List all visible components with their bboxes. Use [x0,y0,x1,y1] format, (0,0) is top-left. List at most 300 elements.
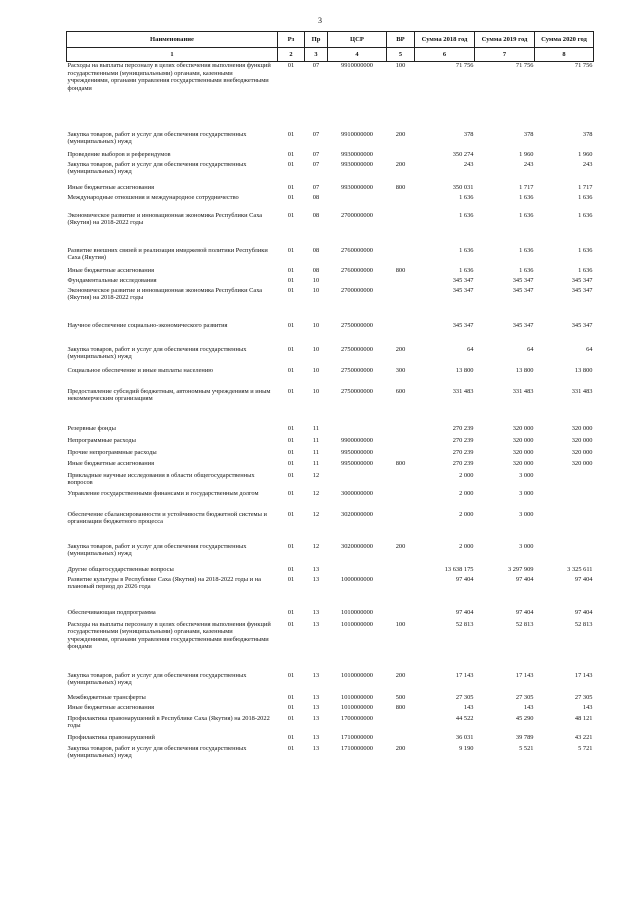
row-sum-2018: 350 274 [452,150,474,158]
row-sum-2018: 1 636 [459,246,474,254]
row-pr: 11 [312,459,320,467]
row-sum-2020: 320 000 [571,424,593,432]
row-rz: 01 [287,471,295,479]
table-row [67,425,594,437]
row-sum-2018: 2 000 [459,542,474,550]
table-row [67,460,594,472]
row-vr [387,425,415,437]
row-name: Расходы на выплаты персоналу в целях обеспечения выполнения функций государственными (муниципальными) органами, казенными учреждениями, органами управления государственными внебюджетными фондами [67,620,271,651]
table-row [67,212,594,247]
row-csr: 1700000000 [341,714,373,722]
table-row [67,184,594,194]
row-pr: 08 [312,266,320,274]
row-sum-2018: 97 404 [455,575,474,583]
row-sum-2018: 71 756 [455,62,474,69]
row-name: Развитие культуры в Республике Саха (Якутия) на 2018-2022 годы и на плановый период до 2026 года [67,575,261,591]
row-name: Иные бюджетные ассигнования [67,183,155,191]
row-vr [387,734,415,745]
row-pr: 13 [312,608,320,616]
row-rz: 01 [287,62,295,69]
row-vr: 800 [395,183,406,191]
row-sum-2018: 243 [463,160,474,168]
table-row [67,287,594,322]
row-rz: 01 [287,130,295,138]
row-sum-2020: 1 636 [578,211,593,219]
row-name: Международные отношения и международное сотрудничество [67,193,239,201]
row-pr: 10 [312,321,320,329]
row-sum-2018: 2 000 [459,510,474,518]
row-vr: 200 [395,160,406,168]
row-vr [387,277,415,287]
row-sum-2018: 27 305 [455,693,474,701]
row-sum-2018: 64 [467,345,474,353]
row-csr: 1710000000 [341,744,373,752]
row-vr [387,437,415,449]
row-sum-2020: 5 721 [578,744,593,752]
row-pr: 11 [312,436,320,444]
row-pr: 13 [312,693,320,701]
table-row [67,346,594,367]
row-sum-2019: 1 717 [519,183,534,191]
row-name: Фундаментальные исследования [67,276,157,284]
header-pr: Пр [305,32,328,48]
row-sum-2020: 52 813 [574,620,593,628]
row-sum-2020: 1 636 [578,246,593,254]
row-sum-2019: 320 000 [512,448,534,456]
table-row [67,449,594,460]
row-csr: 9930000000 [341,150,373,158]
row-pr: 12 [312,471,320,479]
row-name: Иные бюджетные ассигнования [67,459,155,467]
row-rz: 01 [287,246,295,254]
row-csr: 2760000000 [341,246,373,254]
header-sum-2020: Сумма 2020 год [535,32,594,48]
table-row [67,247,594,267]
row-rz: 01 [287,671,295,679]
row-sum-2020: 1 636 [578,193,593,201]
row-rz: 01 [287,266,295,274]
row-sum-2020: 320 000 [571,448,593,456]
row-name: Закупка товаров, работ и услуг для обеспечения государственных (муниципальных) нужд [67,671,247,687]
row-csr: 1010000000 [341,693,373,701]
row-pr: 08 [312,211,320,219]
row-sum-2018: 143 [463,703,474,711]
header-vr: ВР [387,32,415,48]
table-row [67,734,594,745]
row-rz: 01 [287,489,295,497]
row-rz: 01 [287,565,295,573]
table-row [67,490,594,511]
row-sum-2020: 345 347 [571,276,593,284]
row-vr [387,151,415,161]
row-vr: 800 [395,459,406,467]
page-number: 3 [318,16,322,25]
row-csr: 9950000000 [341,448,373,456]
column-number: 3 [305,48,328,62]
row-name: Закупка товаров, работ и услуг для обеспечения государственных (муниципальных) нужд [67,160,247,176]
row-pr: 12 [312,542,320,550]
row-name: Социальное обеспечение и иные выплаты населению [67,366,214,374]
row-sum-2018: 13 638 175 [444,565,474,573]
row-sum-2019: 71 756 [515,62,534,69]
row-rz: 01 [287,733,295,741]
row-sum-2019: 3 297 909 [507,565,534,573]
row-rz: 01 [287,286,295,294]
row-sum-2019: 45 290 [515,714,534,722]
row-sum-2018: 270 239 [452,448,474,456]
row-pr: 13 [312,575,320,583]
row-vr: 200 [395,130,406,138]
row-csr: 2750000000 [341,366,373,374]
row-sum-2020: 1 960 [578,150,593,158]
row-sum-2018: 52 813 [455,620,474,628]
table-row [67,511,594,543]
row-vr [387,472,415,490]
row-csr [328,277,387,287]
row-vr [387,322,415,346]
row-sum-2019: 345 347 [512,276,534,284]
row-sum-2019: 3 000 [519,489,534,497]
row-vr [387,511,415,543]
row-sum-2019: 5 521 [519,744,534,752]
row-csr: 1010000000 [341,671,373,679]
row-vr [387,576,415,609]
row-rz: 01 [287,693,295,701]
row-vr: 100 [395,620,406,628]
row-csr [328,194,387,212]
row-rz: 01 [287,160,295,168]
row-pr: 13 [312,733,320,741]
row-sum-2019: 243 [523,160,534,168]
row-name: Проведение выборов и референдумов [67,150,171,158]
row-sum-2018: 13 800 [455,366,474,374]
row-rz: 01 [287,714,295,722]
row-pr: 10 [312,276,320,284]
row-sum-2019: 1 960 [519,150,534,158]
row-sum-2020: 48 121 [574,714,593,722]
row-pr: 13 [312,744,320,752]
row-sum-2018: 2 000 [459,489,474,497]
row-csr [328,566,387,576]
table-row [67,704,594,715]
row-vr: 300 [395,366,406,374]
row-sum-2019: 320 000 [512,424,534,432]
table-row [67,388,594,425]
row-pr: 07 [312,160,320,168]
row-csr: 2750000000 [341,387,373,395]
row-sum-2018: 1 636 [459,193,474,201]
row-pr: 08 [312,246,320,254]
table-row [67,194,594,212]
table-row [67,715,594,734]
row-sum-2018: 270 239 [452,459,474,467]
table-row [67,267,594,277]
row-name: Другие общегосударственные вопросы [67,565,174,573]
row-csr: 9930000000 [341,160,373,168]
row-sum-2018: 1 636 [459,266,474,274]
column-number: 1 [67,48,278,62]
row-csr: 9910000000 [341,62,373,69]
row-rz: 01 [287,436,295,444]
row-csr: 2750000000 [341,321,373,329]
row-rz: 01 [287,459,295,467]
row-vr: 800 [395,703,406,711]
row-name: Профилактика правонарушений [67,733,155,741]
row-pr: 07 [312,150,320,158]
row-pr: 13 [312,703,320,711]
row-pr: 13 [312,714,320,722]
row-pr: 12 [312,489,320,497]
row-sum-2020: 1 636 [578,266,593,274]
row-pr: 07 [312,183,320,191]
row-sum-2018: 270 239 [452,424,474,432]
row-vr [387,449,415,460]
row-sum-2020: 320 000 [571,436,593,444]
row-pr: 10 [312,366,320,374]
row-sum-2019: 320 000 [512,436,534,444]
row-rz: 01 [287,366,295,374]
row-rz: 01 [287,744,295,752]
row-sum-2019: 1 636 [519,193,534,201]
column-number: 5 [387,48,415,62]
table-row [67,543,594,566]
row-sum-2019: 39 789 [515,733,534,741]
budget-table [66,31,594,764]
row-sum-2018: 270 239 [452,436,474,444]
row-sum-2019: 1 636 [519,246,534,254]
row-csr: 3020000000 [341,542,373,550]
row-sum-2020: 71 756 [574,62,593,69]
row-name: Экономическое развитие и инновационная экономика Республики Саха (Якутия) на 2018-2022 годы [67,211,263,227]
row-csr [328,472,387,490]
row-sum-2018: 378 [463,130,474,138]
row-pr: 11 [312,424,320,432]
row-name: Обеспечивающая подпрограмма [67,608,156,616]
table-row [67,161,594,184]
row-pr: 13 [312,671,320,679]
row-rz: 01 [287,510,295,518]
row-sum-2019: 64 [527,345,534,353]
row-sum-2019: 345 347 [512,286,534,294]
row-rz: 01 [287,575,295,583]
row-sum-2019: 52 813 [515,620,534,628]
row-sum-2019: 3 000 [519,471,534,479]
row-rz: 01 [287,608,295,616]
row-pr: 13 [312,620,320,628]
row-pr: 07 [312,62,320,69]
row-pr: 13 [312,565,320,573]
row-sum-2020: 345 347 [571,321,593,329]
row-sum-2019: 3 000 [519,510,534,518]
row-sum-2020: 378 [582,130,593,138]
row-sum-2019: 345 347 [512,321,534,329]
row-sum-2019: 13 800 [515,366,534,374]
row-csr: 1000000000 [341,575,373,583]
row-vr [387,490,415,511]
row-csr: 2700000000 [341,211,373,219]
column-number-row [67,48,594,62]
row-sum-2020 [535,511,594,543]
table-row [67,322,594,346]
row-sum-2019: 3 000 [519,542,534,550]
row-sum-2020: 97 404 [574,608,593,616]
row-pr: 12 [312,510,320,518]
row-sum-2018: 331 483 [452,387,474,395]
row-sum-2020 [535,472,594,490]
row-vr [387,194,415,212]
row-csr: 3000000000 [341,489,373,497]
row-sum-2019: 143 [523,703,534,711]
row-pr: 10 [312,387,320,395]
row-rz: 01 [287,183,295,191]
row-name: Закупка товаров, работ и услуг для обеспечения государственных (муниципальных) нужд [67,345,247,361]
row-name: Закупка товаров, работ и услуг для обеспечения государственных (муниципальных) нужд [67,130,247,146]
row-sum-2020: 143 [582,703,593,711]
row-vr [387,212,415,247]
row-name: Межбюджетные трансферты [67,693,146,701]
row-csr: 1010000000 [341,703,373,711]
row-name: Управление государственными финансами и государственным долгом [67,489,259,497]
row-vr: 200 [395,542,406,550]
row-csr: 2760000000 [341,266,373,274]
table-row [67,566,594,576]
row-csr: 9930000000 [341,183,373,191]
row-name: Непрограммные расходы [67,436,136,444]
row-rz: 01 [287,620,295,628]
table-row [67,672,594,694]
row-sum-2018: 2 000 [459,471,474,479]
row-vr: 200 [395,744,406,752]
row-sum-2019: 331 483 [512,387,534,395]
column-number: 2 [278,48,305,62]
row-pr: 10 [312,345,320,353]
table-row [67,62,594,131]
row-name: Расходы на выплаты персоналу в целях обеспечения выполнения функций государственными (муниципальными) органами, казенными учреждениями, органами управления государственными внебюджетными фондами [67,62,271,92]
row-pr: 10 [312,286,320,294]
header-sum-2018: Сумма 2018 год [415,32,475,48]
row-rz: 01 [287,211,295,219]
row-name: Научное обеспечение социально-экономического развития [67,321,228,329]
row-rz: 01 [287,424,295,432]
row-csr: 1710000000 [341,733,373,741]
row-rz: 01 [287,276,295,284]
table-row [67,745,594,764]
row-sum-2019: 27 305 [515,693,534,701]
row-name: Закупка товаров, работ и услуг для обеспечения государственных (муниципальных) нужд [67,744,247,760]
header-row [67,32,594,48]
row-sum-2018: 1 636 [459,211,474,219]
column-number: 4 [328,48,387,62]
table-row [67,151,594,161]
row-sum-2019: 17 143 [515,671,534,679]
row-rz: 01 [287,542,295,550]
row-rz: 01 [287,448,295,456]
row-sum-2018: 345 347 [452,286,474,294]
row-name: Иные бюджетные ассигнования [67,266,155,274]
table-row [67,367,594,388]
row-sum-2019: 320 000 [512,459,534,467]
row-csr: 3020000000 [341,510,373,518]
table-row [67,277,594,287]
row-vr: 800 [395,266,406,274]
row-vr [387,247,415,267]
row-csr: 1010000000 [341,620,373,628]
table-row [67,694,594,704]
row-sum-2019: 1 636 [519,211,534,219]
row-csr: 1010000000 [341,608,373,616]
row-sum-2019: 97 404 [515,575,534,583]
row-name: Прочие непрограммные расходы [67,448,157,456]
row-rz: 01 [287,150,295,158]
row-sum-2020: 331 483 [571,387,593,395]
row-name: Закупка товаров, работ и услуг для обеспечения государственных (муниципальных) нужд [67,542,247,558]
table-row [67,131,594,151]
table-row [67,437,594,449]
row-csr: 2750000000 [341,345,373,353]
row-sum-2020: 64 [586,345,593,353]
row-sum-2018: 97 404 [455,608,474,616]
table-body [67,62,594,764]
row-sum-2018: 345 347 [452,321,474,329]
row-name: Развитие внешних связей и реализация имиджевой политики Республики Саха (Якутия) [67,246,268,262]
table-row [67,609,594,621]
row-sum-2019: 97 404 [515,608,534,616]
row-sum-2020: 13 800 [574,366,593,374]
row-name: Профилактика правонарушений в Республике Саха (Якутия) на 2018-2022 годы [67,714,270,730]
row-name: Экономическое развитие и инновационная экономика Республики Саха (Якутия) на 2018-2022 годы [67,286,263,302]
row-vr [387,566,415,576]
row-sum-2020: 27 305 [574,693,593,701]
row-csr: 9900000000 [341,436,373,444]
row-sum-2018: 17 143 [455,671,474,679]
row-vr [387,287,415,322]
column-number: 8 [535,48,594,62]
row-sum-2020 [535,490,594,511]
row-name: Предоставление субсидий бюджетным, автономным учреждениям и иным некоммерческим организациям [67,387,271,403]
row-sum-2019: 378 [523,130,534,138]
row-sum-2018: 44 522 [455,714,474,722]
row-csr: 2700000000 [341,286,373,294]
row-sum-2020: 97 404 [574,575,593,583]
row-sum-2018: 9 190 [459,744,474,752]
row-pr: 11 [312,448,320,456]
row-rz: 01 [287,703,295,711]
row-sum-2018: 345 347 [452,276,474,284]
table-row [67,472,594,490]
row-csr [328,425,387,437]
row-pr: 07 [312,130,320,138]
row-name: Иные бюджетные ассигнования [67,703,155,711]
row-sum-2020: 3 325 611 [567,565,593,573]
header-rz: Рз [278,32,305,48]
row-sum-2020 [535,543,594,566]
row-vr: 500 [395,693,406,701]
row-sum-2018: 36 031 [455,733,474,741]
header-name: Наименование [67,32,278,48]
row-vr [387,715,415,734]
row-rz: 01 [287,321,295,329]
table-row [67,621,594,672]
row-sum-2020: 345 347 [571,286,593,294]
row-csr: 9950000000 [341,459,373,467]
row-rz: 01 [287,345,295,353]
row-csr: 9910000000 [341,130,373,138]
row-vr: 100 [395,62,406,69]
row-vr: 200 [395,345,406,353]
row-sum-2020: 17 143 [574,671,593,679]
header-csr: ЦСР [328,32,387,48]
column-number: 6 [415,48,475,62]
